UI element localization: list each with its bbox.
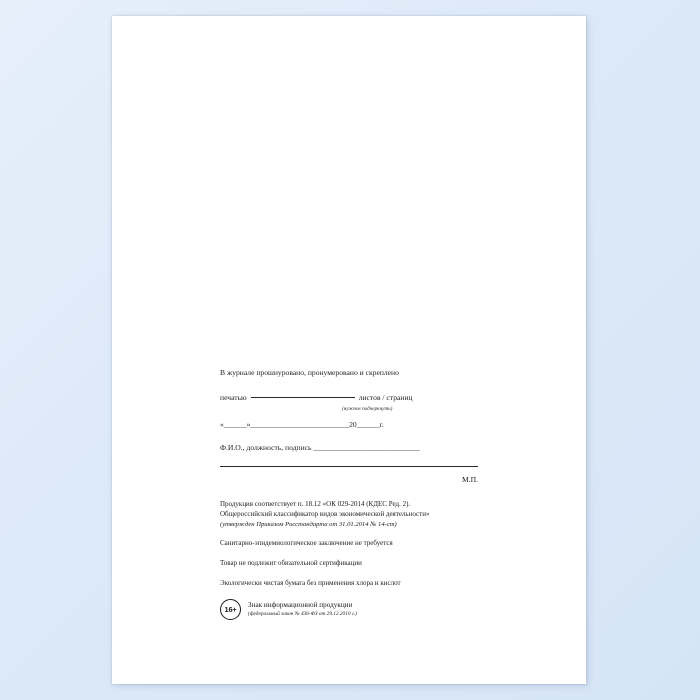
document-text-block (220, 368, 520, 620)
certification-statement: Товар не подлежит обязательной сертификации (220, 558, 362, 567)
certification-line-2-row (220, 387, 520, 412)
okved-line-2: Общероссийский классификатор видов экономической деятельности» (220, 509, 430, 518)
info-mark-row (220, 599, 520, 620)
spacer (220, 484, 520, 500)
stamp-place-label: М.П. (461, 474, 478, 484)
underline-hint-note: (нужное подчеркнуть) (342, 406, 393, 413)
okved-line-3: (утвержден Приказом Росстандарта от 31.01.2014 № 14-ст) (220, 520, 397, 528)
compliance-okved-paragraph (220, 500, 520, 529)
signature-blank-rule[interactable] (220, 465, 478, 467)
certification-date-line[interactable]: «______»__________________________20______г. (220, 420, 384, 430)
okved-line-1: Продукция соответствует п. 18.12 «ОК 029-2014 (КДЕС Ред. 2). (220, 499, 411, 508)
age-rating-icon: 16+ (220, 599, 241, 620)
info-mark-law: (федеральный закон № 436-ФЗ от 29.12.2010 г.) (248, 610, 357, 617)
certification-line-1: В журнале прошнуровано, пронумеровано и скреплено (220, 368, 399, 377)
ecology-statement: Экологически чистая бумага без применения хлора и кислот (220, 578, 401, 587)
sanitary-statement: Санитарно-эпидемиологическое заключение не требуется (220, 538, 393, 547)
certification-line-2-suffix: листов / страниц (358, 393, 413, 403)
info-mark-title: Знак информационной продукции (248, 601, 353, 610)
document-page (112, 16, 586, 684)
sheets-count-blank[interactable] (251, 396, 355, 398)
certification-signature-line[interactable]: Ф.И.О., должность, подпись ____________________________ (220, 442, 420, 452)
certification-line-2-prefix: печатью (220, 393, 247, 403)
info-mark-text (248, 601, 357, 617)
